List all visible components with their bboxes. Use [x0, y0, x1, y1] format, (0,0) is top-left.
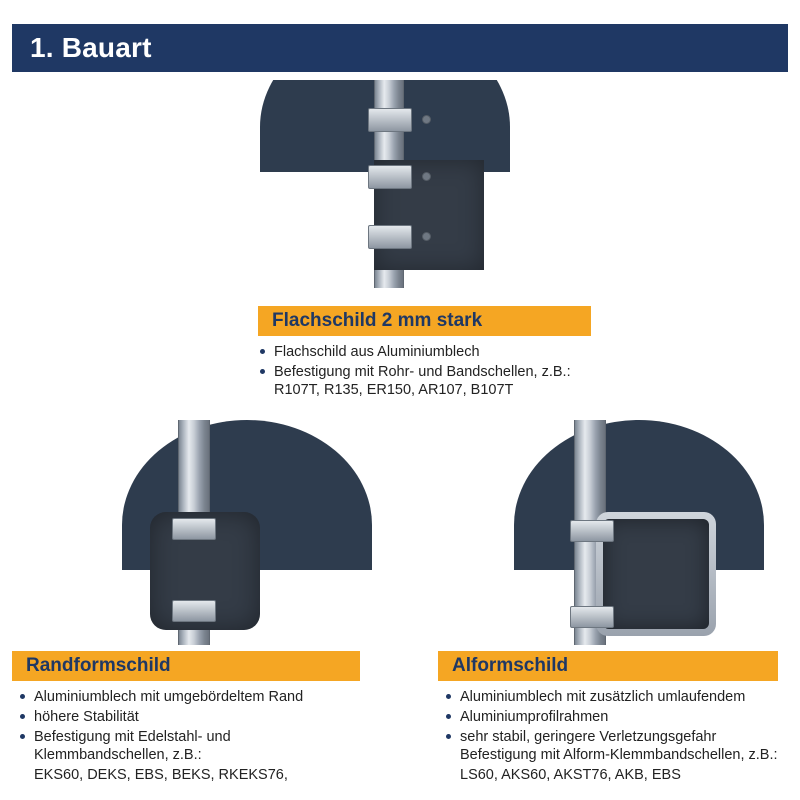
list-item-text: Aluminiumprofilrahmen	[460, 709, 609, 725]
alformschild-label-bar	[438, 651, 778, 681]
list-item-continuation: R107T, R135, ER150, AR107, B107T	[274, 382, 514, 398]
list-item-text: Aluminiumblech mit umgebördeltem Rand	[34, 689, 304, 705]
alformschild-bullet-list	[444, 688, 800, 784]
alform-clamp-icon	[570, 606, 614, 628]
bullet-dot-icon	[260, 349, 265, 354]
bullet-dot-icon	[446, 734, 451, 739]
list-item-text: Flachschild aus Aluminiumblech	[274, 344, 480, 360]
list-item	[18, 708, 388, 726]
list-item-text: Befestigung mit Rohr- und Bandschellen, z.B.:	[274, 364, 571, 380]
randformschild-label: Randformschild	[26, 655, 171, 676]
list-item-continuation: Befestigung mit Alform-Klemmbandschellen, z.B.:	[460, 747, 778, 763]
section-flachschild	[0, 80, 800, 401]
alform-sign-face	[603, 519, 709, 629]
page-title: 1. Bauart	[30, 32, 152, 63]
list-item-text: sehr stabil, geringere Verletzungsgefahr	[460, 729, 717, 745]
flachschild-photo	[240, 80, 560, 288]
stainless-clamp-icon	[172, 518, 216, 540]
bullet-dot-icon	[260, 369, 265, 374]
list-item-text: Befestigung mit Edelstahl- und	[34, 729, 231, 745]
list-item	[18, 728, 388, 764]
list-item-text: höhere Stabilität	[34, 709, 139, 725]
list-item	[258, 343, 678, 361]
bullet-dot-icon	[446, 694, 451, 699]
list-item-text: EKS60, DEKS, EBS, BEKS, RKEKS76,	[34, 767, 288, 783]
list-item-continuation: Klemmbandschellen, z.B.:	[34, 747, 202, 763]
clamp-bolt-icon	[422, 115, 431, 124]
pipe-clamp-icon	[368, 225, 412, 249]
bullet-dot-icon	[20, 714, 25, 719]
alform-clamp-icon	[570, 520, 614, 542]
section-randformschild	[12, 420, 392, 786]
list-item-text: LS60, AKS60, AKST76, AKB, EBS	[460, 767, 681, 783]
stainless-clamp-icon	[172, 600, 216, 622]
list-item	[444, 766, 800, 784]
pipe-clamp-icon	[368, 108, 412, 132]
flachschild-label-bar	[258, 306, 591, 336]
flachschild-label: Flachschild 2 mm stark	[272, 310, 483, 331]
list-item-text: Aluminiumblech mit zusätzlich umlaufendem	[460, 689, 746, 705]
list-item	[18, 688, 388, 706]
list-item	[444, 708, 800, 726]
list-item	[18, 766, 388, 784]
list-item	[444, 728, 800, 764]
section-alformschild	[424, 420, 800, 786]
page-header	[12, 24, 788, 72]
pipe-clamp-icon	[368, 165, 412, 189]
randformschild-photo	[12, 420, 390, 645]
flachschild-bullet-list	[258, 343, 678, 399]
bullet-dot-icon	[446, 714, 451, 719]
alform-sign-plate	[596, 512, 716, 636]
alformschild-photo	[424, 420, 800, 645]
randformschild-label-bar	[12, 651, 360, 681]
clamp-bolt-icon	[422, 172, 431, 181]
list-item	[444, 688, 800, 706]
bullet-dot-icon	[20, 694, 25, 699]
randformschild-bullet-list	[18, 688, 388, 784]
clamp-bolt-icon	[422, 232, 431, 241]
alformschild-label: Alformschild	[452, 655, 569, 676]
list-item	[258, 363, 678, 399]
bullet-dot-icon	[20, 734, 25, 739]
